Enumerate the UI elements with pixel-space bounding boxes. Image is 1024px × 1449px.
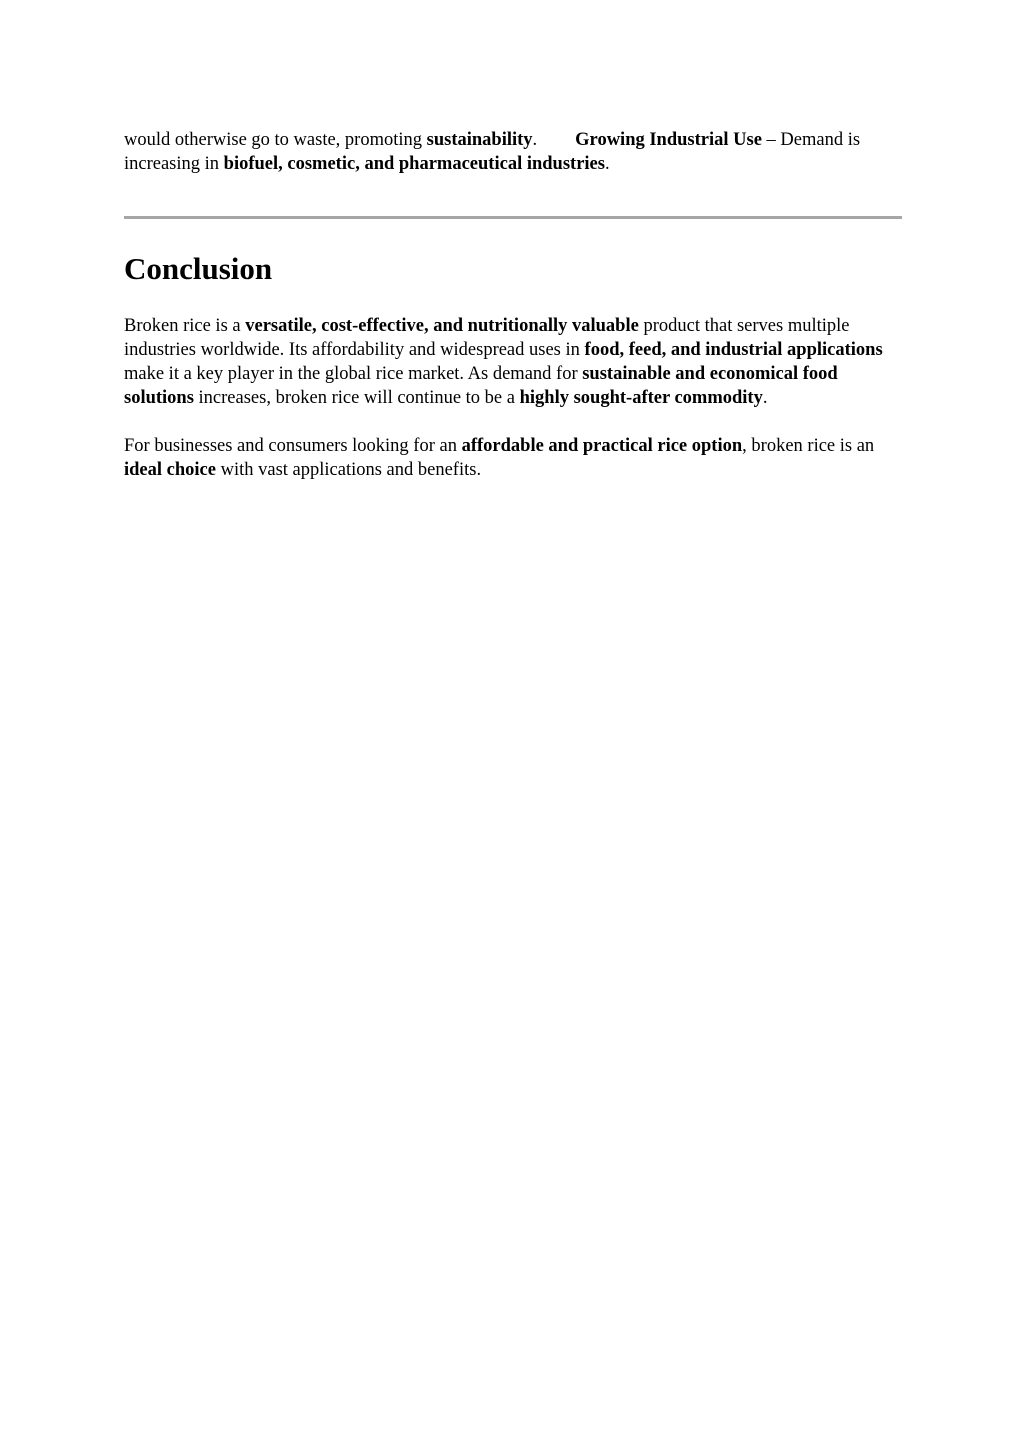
p1-text-5: . [762, 388, 768, 408]
p2-text-2: , broken rice is an [742, 436, 875, 456]
document-page [124, 128, 902, 482]
section-divider [124, 216, 902, 219]
conclusion-paragraph-1 [124, 314, 902, 410]
p2-text-1: For businesses and consumers looking for an [124, 436, 462, 456]
intro-bold-industries: biofuel, cosmetic, and pharmaceutical industries [223, 154, 605, 174]
p1-bold-4: highly sought-after commodity [519, 388, 763, 408]
intro-bold-sustainability: sustainability [426, 130, 533, 150]
p2-text-3: with vast applications and benefits. [215, 460, 482, 480]
p2-bold-2: ideal choice [124, 460, 216, 480]
intro-bold-growing-industrial-use: Growing Industrial Use [575, 130, 762, 150]
intro-paragraph [124, 128, 902, 176]
p1-text-1: Broken rice is a [124, 316, 246, 336]
p1-bold-2: food, feed, and industrial applications [584, 340, 883, 360]
conclusion-paragraph-2 [124, 434, 902, 482]
p2-bold-1: affordable and practical rice option [461, 436, 743, 456]
p1-bold-3: sustainable and economical food solutions [124, 364, 838, 408]
intro-text-3: – Demand is increasing in [124, 130, 861, 174]
intro-text-4: . [604, 154, 610, 174]
p1-bold-1: versatile, cost-effective, and nutritionally valuable [245, 316, 639, 336]
intro-text-2: . [532, 130, 538, 150]
intro-text-1: would otherwise go to waste, promoting [124, 130, 427, 150]
conclusion-heading: Conclusion [124, 251, 273, 286]
p1-text-4: increases, broken rice will continue to be a [193, 388, 520, 408]
p1-text-3: make it a key player in the global rice market. As demand for [124, 364, 583, 384]
p1-text-2: product that serves multiple industries worldwide. Its affordability and widespread uses in [124, 316, 850, 360]
